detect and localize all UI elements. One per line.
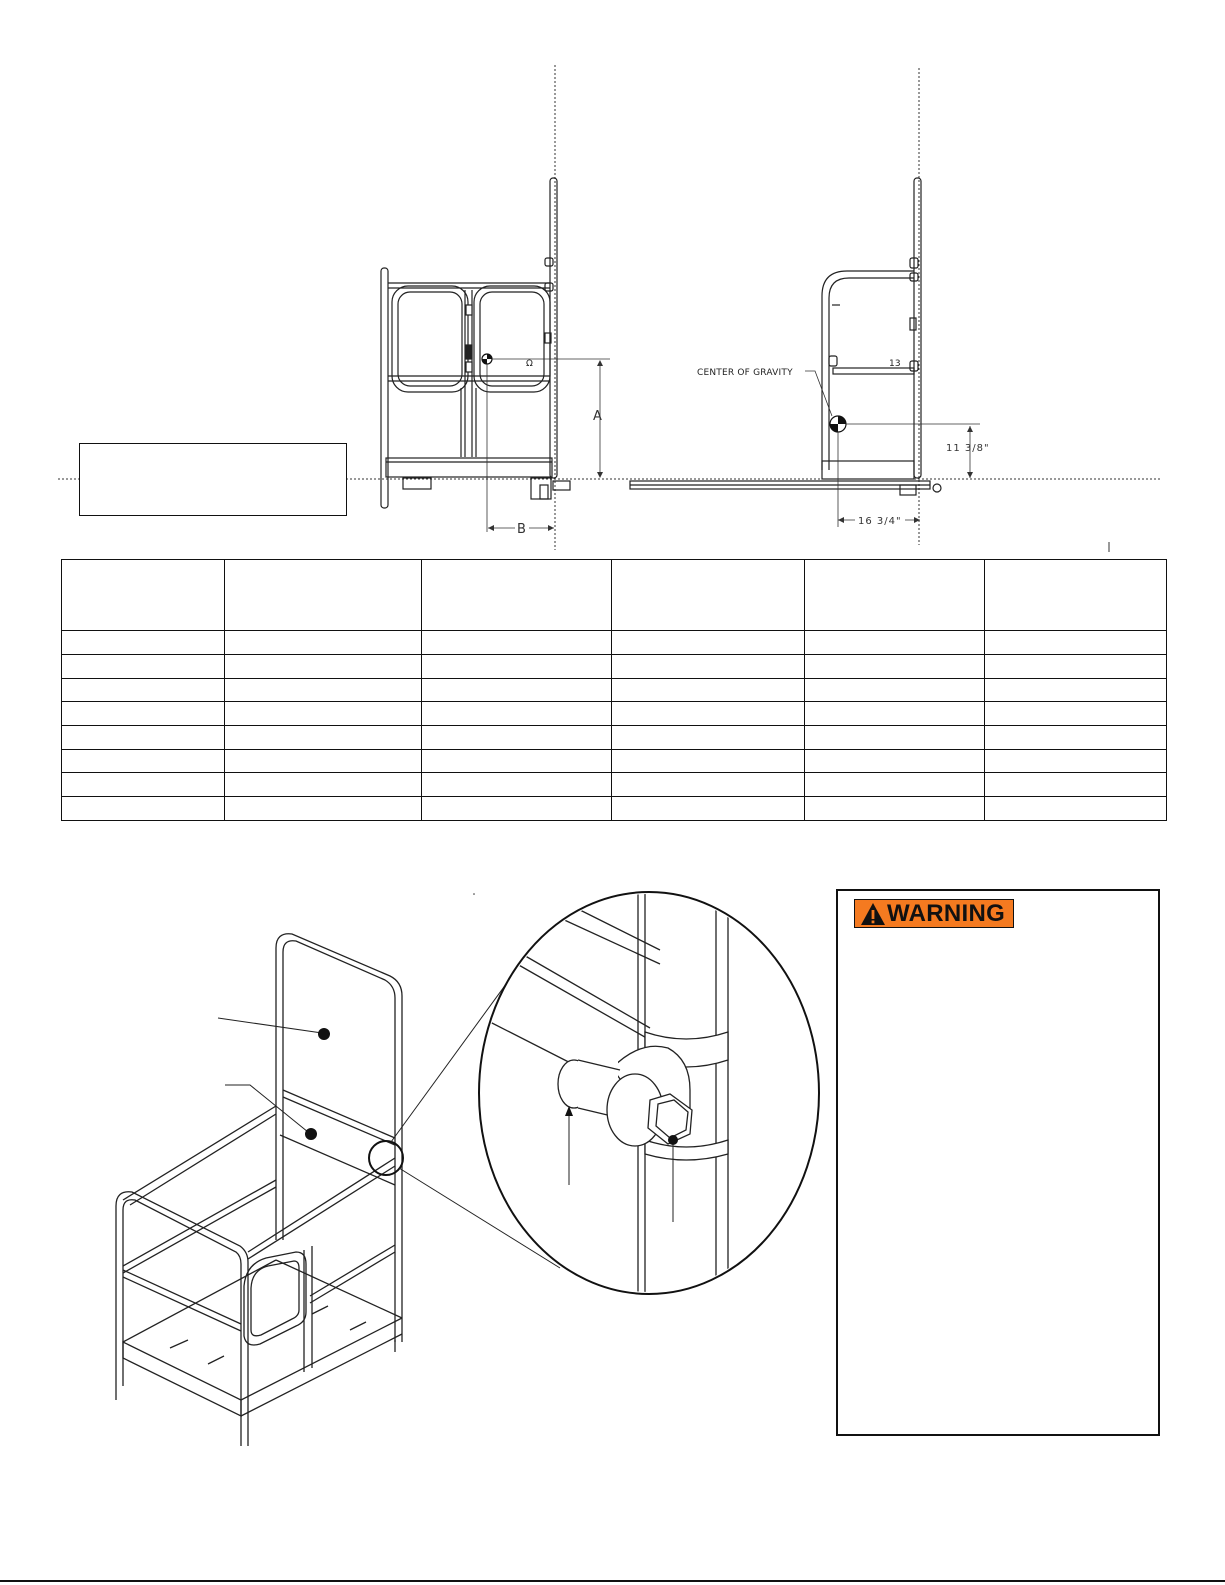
- specification-table: [61, 559, 1167, 821]
- table-row: [62, 797, 1167, 821]
- height-dimension-text: 11 3/8": [946, 443, 990, 454]
- page-bottom-rule: [0, 1580, 1225, 1582]
- table-row: [62, 773, 1167, 797]
- magnified-detail: [479, 880, 819, 1310]
- front-view-drawing: [381, 178, 570, 508]
- work-platform-cage: [116, 934, 402, 1446]
- warning-panel: [836, 889, 1160, 1436]
- cog-label: CENTER OF GRAVITY: [697, 368, 793, 378]
- front-hinge-mark: Ω: [526, 359, 534, 369]
- table-header-cell: [805, 560, 985, 631]
- dimension-b-label: B: [517, 522, 526, 537]
- warning-heading: WARNING: [887, 899, 1006, 927]
- callout-dot-lower: [305, 1128, 317, 1140]
- table-row: [62, 654, 1167, 678]
- table-header-cell: [225, 560, 422, 631]
- table-row: [62, 726, 1167, 750]
- side-view-drawing: [630, 178, 941, 495]
- callout-leader-lower: [225, 1085, 308, 1132]
- offset-dimension-text: 16 3/4": [858, 516, 902, 527]
- table-header-cell: [612, 560, 805, 631]
- table-header-cell: [422, 560, 612, 631]
- table-row: [62, 678, 1167, 702]
- side-rail-mark: 13: [889, 359, 901, 369]
- table-row: [62, 631, 1167, 655]
- dimension-a-label: A: [593, 409, 602, 424]
- callout-leader-upper: [218, 1018, 322, 1033]
- table-header-row: [62, 560, 1167, 631]
- warning-triangle-icon: [860, 901, 886, 927]
- detail-locator-circle: [369, 1141, 403, 1175]
- table-row: [62, 749, 1167, 773]
- detail-dot-bolt: [668, 1135, 678, 1145]
- front-cog-marker: [482, 354, 492, 364]
- table-header-cell: [62, 560, 225, 631]
- callout-dot-upper: [318, 1028, 330, 1040]
- table-row: [62, 702, 1167, 726]
- warning-badge: [854, 899, 1014, 928]
- blank-label-box: [79, 443, 347, 516]
- table-header-cell: [985, 560, 1167, 631]
- side-cog-marker: [830, 416, 846, 432]
